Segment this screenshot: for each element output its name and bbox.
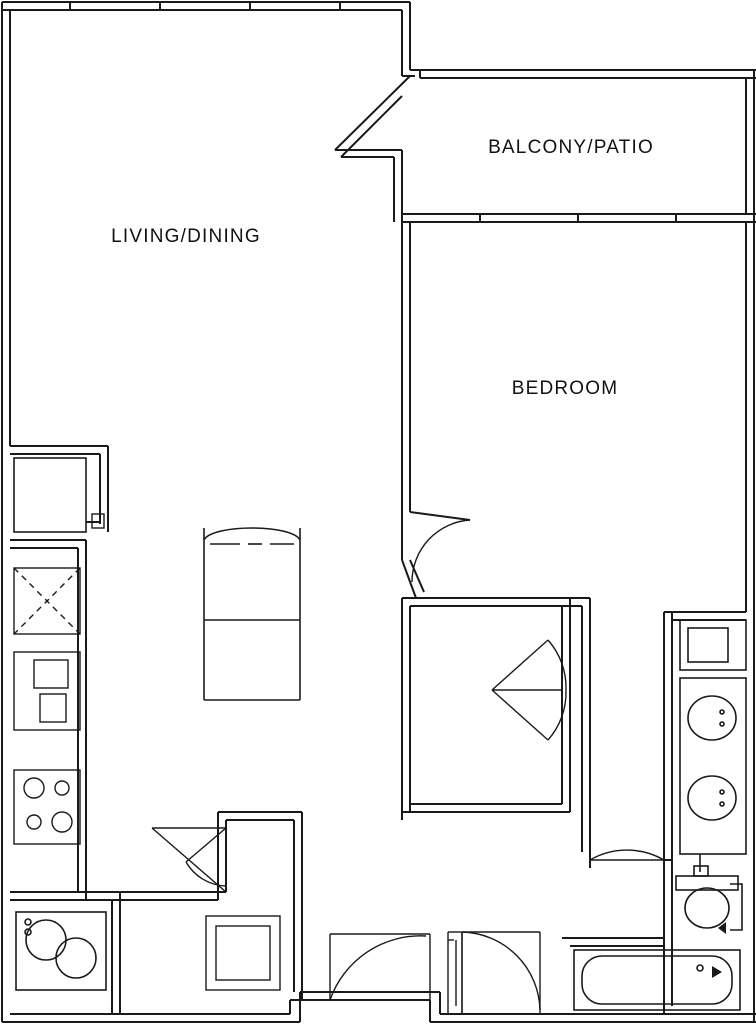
bathroom-vanity-sinks	[680, 620, 746, 876]
utility-closet	[10, 892, 120, 1014]
washer-dryer	[16, 912, 106, 990]
interior-partition-walls	[402, 222, 590, 860]
entry-closet	[112, 812, 302, 1000]
toilet-fixture	[676, 876, 742, 934]
closet-double-doors	[492, 640, 566, 740]
room-label-balcony-patio: BALCONY/PATIO	[488, 137, 654, 158]
kitchen-sink	[14, 652, 80, 730]
hall-door	[448, 932, 540, 1014]
entry-door	[330, 934, 430, 1000]
kitchen-range	[14, 770, 80, 844]
room-label-living-dining: LIVING/DINING	[111, 226, 261, 247]
bathtub-fixture	[574, 950, 740, 1010]
closet-bifold-door	[152, 828, 226, 892]
kitchen-island	[204, 528, 300, 700]
kitchen-dishwasher	[14, 568, 80, 634]
closet-shelf	[206, 916, 280, 990]
room-label-bedroom: BEDROOM	[511, 378, 619, 399]
